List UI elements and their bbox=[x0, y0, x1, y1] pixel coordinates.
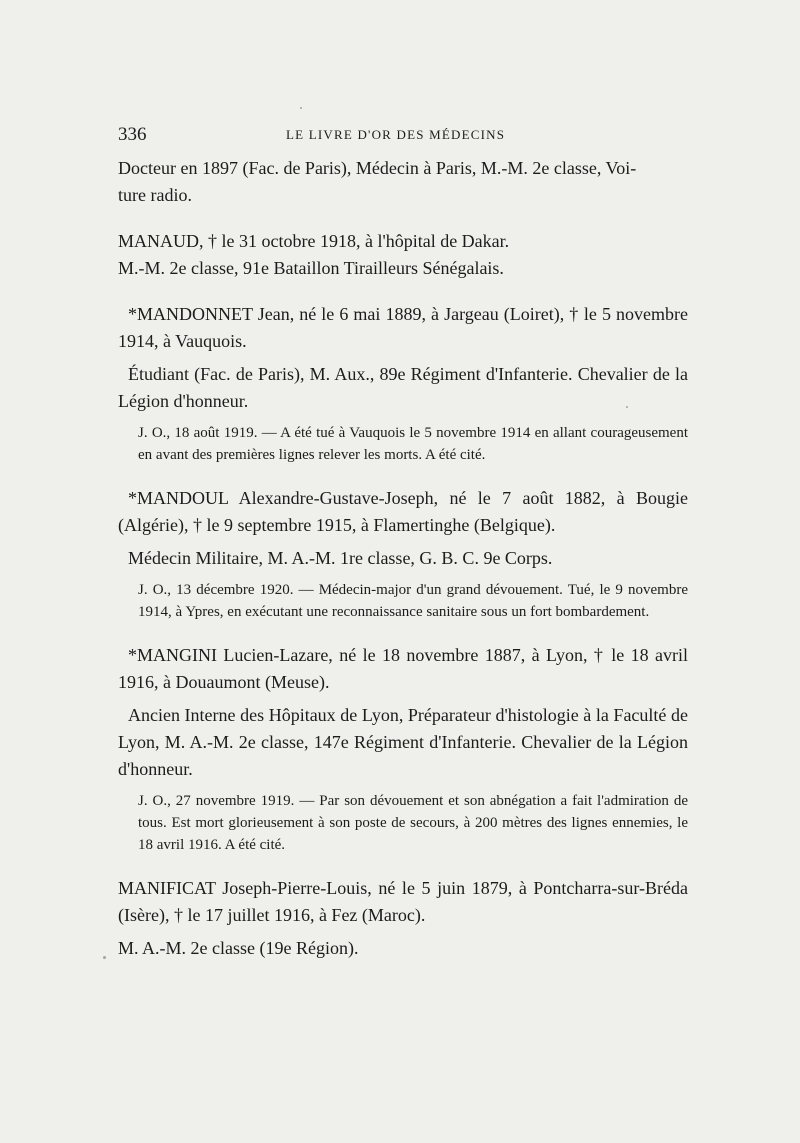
paper-speck bbox=[103, 956, 106, 959]
mandoul-service: Médecin Militaire, M. A.-M. 1re classe, G. B. C. 9e Corps. bbox=[128, 548, 553, 568]
mandoul-citation: J. O., 13 décembre 1920. — Médecin-major d'un grand dévouement. Tué, le 9 novembre 1914, à Ypres, en exécutant une reconnaissance sanitaire sous un fort bombardement. bbox=[138, 582, 688, 620]
running-title: LE LIVRE D'OR DES MÉDECINS bbox=[286, 127, 506, 142]
mangini-service: Ancien Interne des Hôpitaux de Lyon, Préparateur d'histologie à la Faculté de Lyon, M. A.-M. 2e classe, 147e Régiment d'Infanterie. Chevalier de la Légion d'honneur. bbox=[118, 705, 688, 779]
continued-entry-line-2: ture radio. bbox=[118, 185, 192, 205]
paper-speck bbox=[626, 406, 628, 408]
mandonnet-service: Étudiant (Fac. de Paris), M. Aux., 89e Régiment d'Infanterie. Chevalier de la Légion d'honneur. bbox=[118, 364, 688, 411]
mandonnet-entry: *MANDONNET Jean, né le 6 mai 1889, à Jargeau (Loiret), † le 5 novembre 1914, à Vauquois. bbox=[118, 304, 688, 351]
running-head bbox=[118, 123, 688, 147]
mangini-entry: *MANGINI Lucien-Lazare, né le 18 novembre 1887, à Lyon, † le 18 avril 1916, à Douaumont (Meuse). bbox=[118, 645, 688, 692]
continued-entry-line-1: Docteur en 1897 (Fac. de Paris), Médecin à Paris, M.-M. 2e classe, Voi- bbox=[118, 158, 637, 178]
paper-speck bbox=[300, 107, 302, 109]
manificat-entry: MANIFICAT Joseph-Pierre-Louis, né le 5 juin 1879, à Pontcharra-sur-Bréda (Isère), † le 17 juillet 1916, à Fez (Maroc). bbox=[118, 878, 688, 925]
manaud-entry: MANAUD, † le 31 octobre 1918, à l'hôpital de Dakar. bbox=[118, 231, 510, 251]
mandoul-entry: *MANDOUL Alexandre-Gustave-Joseph, né le 7 août 1882, à Bougie (Algérie), † le 9 septembre 1915, à Flamertinghe (Belgique). bbox=[118, 488, 688, 535]
manificat-service: M. A.-M. 2e classe (19e Région). bbox=[118, 938, 359, 958]
mandonnet-citation: J. O., 18 août 1919. — A été tué à Vauquois le 5 novembre 1914 en allant courageusement en avant des premières lignes relever les morts. A été cité. bbox=[138, 425, 688, 463]
page-text bbox=[118, 155, 688, 962]
page-number: 336 bbox=[118, 124, 147, 145]
manaud-service: M.-M. 2e classe, 91e Bataillon Tirailleurs Sénégalais. bbox=[118, 258, 504, 278]
mangini-citation: J. O., 27 novembre 1919. — Par son dévouement et son abnégation a fait l'admiration de tous. Est mort glorieusement à son poste de secours, à 200 mètres des lignes ennemies, le 18 avril 1916. A été cité. bbox=[138, 793, 688, 853]
